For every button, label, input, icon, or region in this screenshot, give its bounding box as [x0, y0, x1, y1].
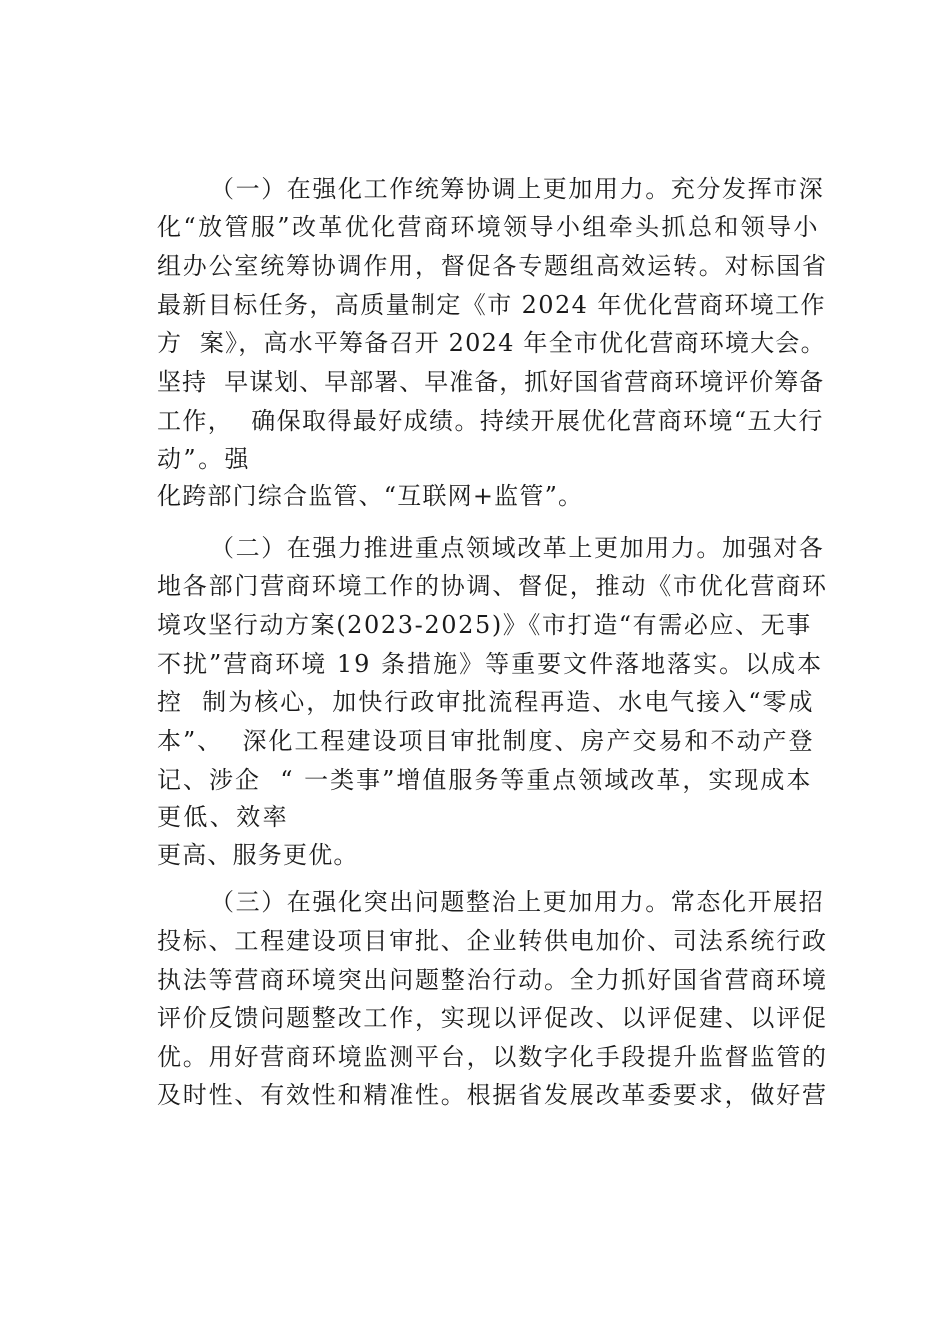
- paragraph-1-line-3: 组办公室统筹协调作用，督促各专题组高效运转。对标国省: [157, 252, 828, 280]
- paragraph-1-line-8: 动”。强: [157, 445, 251, 473]
- paragraph-3-line-1: （三）在强化突出问题整治上更加用力。常态化开展招: [210, 888, 825, 916]
- paragraph-1-line-7: 工作， 确保取得最好成绩。持续开展优化营商环境“五大行: [157, 407, 824, 435]
- paragraph-3-line-3: 执法等营商环境突出问题整治行动。全力抓好国省营商环境: [157, 966, 828, 994]
- paragraph-2-line-5: 控 制为核心，加快行政审批流程再造、水电气接入“零成: [157, 688, 815, 716]
- paragraph-2-line-4: 不扰”营商环境 19 条措施》等重要文件落地落实。以成本: [157, 650, 824, 678]
- paragraph-1-line-6: 坚持 早谋划、早部署、早准备，抓好国省营商环境评价筹备: [157, 368, 825, 396]
- paragraph-1-line-1: （一）在强化工作统筹协调上更加用力。充分发挥市深: [210, 175, 825, 203]
- paragraph-2-line-2: 地各部门营商环境工作的协调、督促，推动《市优化营商环: [157, 572, 828, 600]
- paragraph-2-line-6: 本”、 深化工程建设项目审批制度、房产交易和不动产登: [157, 727, 815, 755]
- paragraph-2-line-9: 更高、服务更优。: [157, 841, 359, 869]
- paragraph-3-line-4: 评价反馈问题整改工作，实现以评促改、以评促建、以评促: [157, 1004, 828, 1032]
- paragraph-3-line-2: 投标、工程建设项目审批、企业转供电加价、司法系统行政: [157, 927, 828, 955]
- paragraph-2-line-7: 记、涉企 “ 一类事”增值服务等重点领域改革，实现成本: [157, 766, 813, 794]
- paragraph-1-line-4: 最新目标任务，高质量制定《市 2024 年优化营商环境工作: [157, 291, 826, 319]
- paragraph-1-line-9: 化跨部门综合监管、“互联网+监管”。: [157, 482, 584, 510]
- paragraph-2-line-3: 境攻坚行动方案(2023-2025)》《市打造“有需必应、无事: [157, 611, 812, 639]
- paragraph-3-line-6: 及时性、有效性和精准性。根据省发展改革委要求，做好营: [157, 1081, 828, 1109]
- paragraph-3-line-5: 优。用好营商环境监测平台，以数字化手段提升监督监管的: [157, 1043, 828, 1071]
- paragraph-2-line-1: （二）在强力推进重点领域改革上更加用力。加强对各: [210, 534, 825, 562]
- paragraph-1-line-5: 方 案》，高水平筹备召开 2024 年全市优化营商环境大会。: [157, 329, 826, 357]
- paragraph-2-line-8: 更低、效率: [157, 803, 289, 831]
- paragraph-1-line-2: 化“放管服”改革优化营商环境领导小组牵头抓总和领导小: [157, 213, 820, 241]
